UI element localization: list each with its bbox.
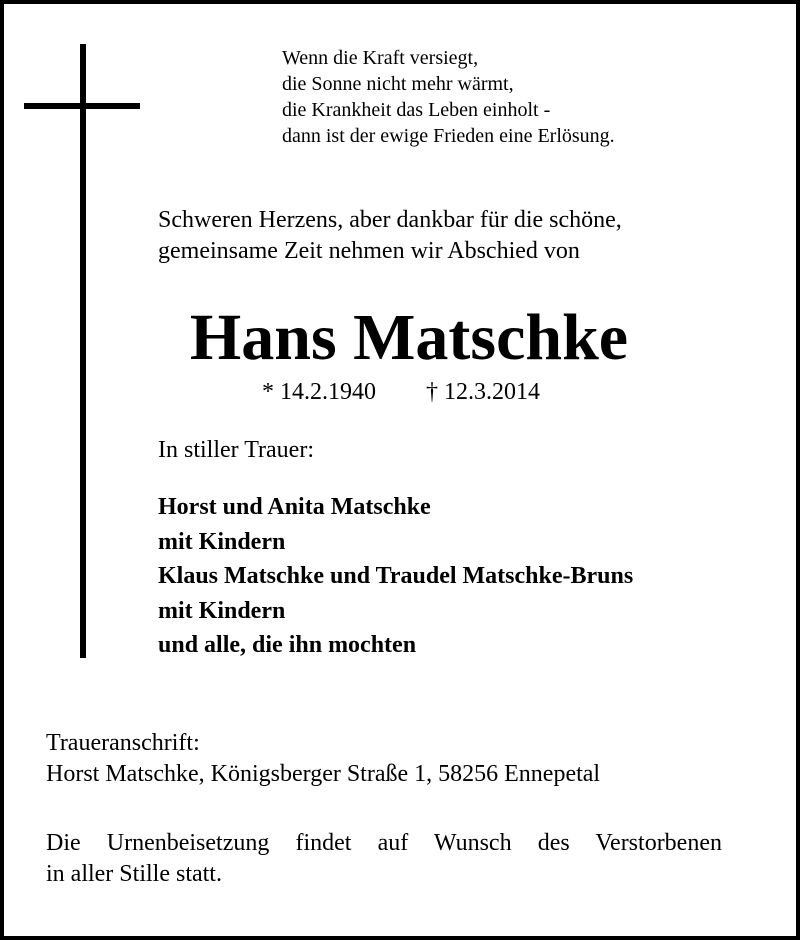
mourning-label: In stiller Trauer: [158,437,314,463]
notice-line: Die Urnenbeisetzung findet auf Wunsch des Verstorbenen [46,830,722,856]
poem-line: Wenn die Kraft versiegt, [282,47,479,69]
poem-line: dann ist der ewige Frieden eine Erlösung. [282,125,615,147]
birth-date: * 14.2.1940 [262,379,376,405]
poem-line: die Sonne nicht mehr wärmt, [282,73,514,95]
address-value: Horst Matschke, Königsberger Straße 1, 58256 Ennepetal [46,761,601,787]
poem-line: die Krankheit das Leben einholt - [282,99,551,121]
intro-text [158,205,622,267]
address-label: Traueranschrift: [46,730,200,756]
mourners-list [158,490,633,663]
mourner-line: Klaus Matschke und Traudel Matschke-Bruns [158,563,634,589]
mourner-line: mit Kindern [158,528,286,555]
intro-line: Schweren Herzens, aber dankbar für die schöne, [158,207,622,233]
poem [282,45,615,149]
address-block [46,728,600,790]
mourner-line: Horst und Anita Matschke [158,494,431,520]
burial-notice [46,828,722,890]
intro-line: gemeinsame Zeit nehmen wir Abschied von [158,238,580,264]
notice-line: in aller Stille statt. [46,861,222,887]
life-dates [262,378,540,406]
deceased-name: Hans Matschke [189,301,629,374]
mourner-line: und alle, die ihn mochten [158,632,417,658]
mourner-line: mit Kindern [158,597,286,624]
death-date: † 12.3.2014 [426,379,540,405]
cross-icon-bar [24,103,140,109]
